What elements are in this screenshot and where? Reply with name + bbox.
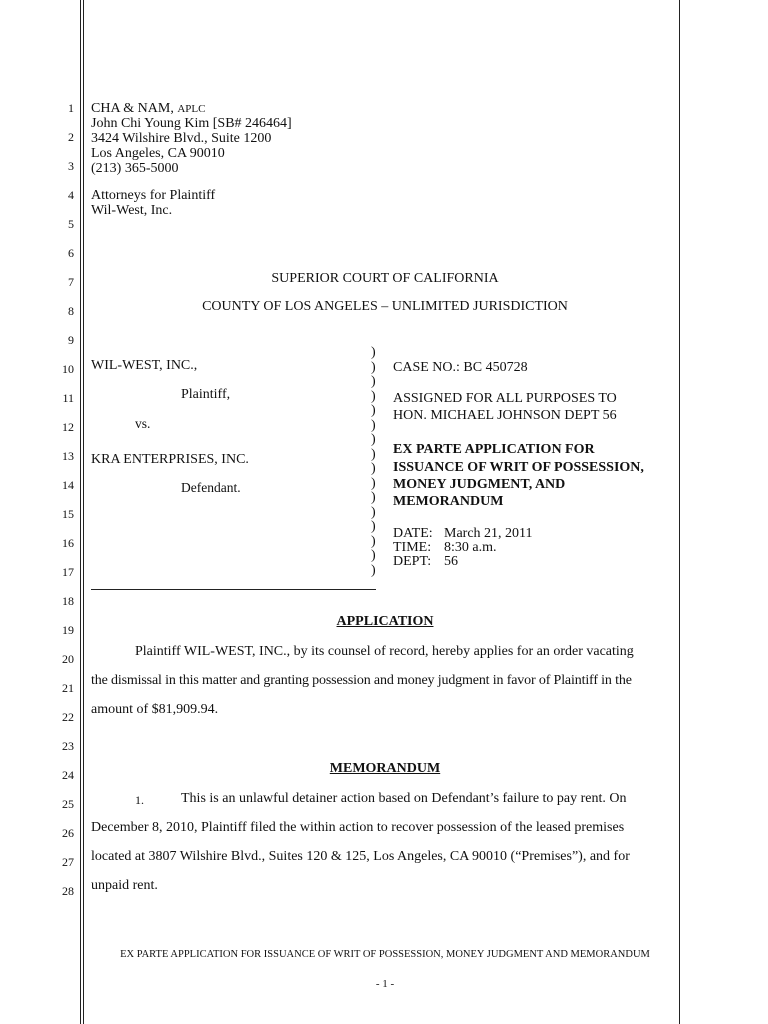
line-number: 23 bbox=[62, 739, 74, 753]
line-number: 14 bbox=[62, 478, 74, 492]
caption-parens: ) ) ) ) ) ) ) ) ) ) ) ) ) ) ) ) bbox=[371, 345, 376, 578]
court-county: COUNTY OF LOS ANGELES – UNLIMITED JURISDICTION bbox=[202, 299, 568, 314]
document-title-line3: MONEY JUDGMENT, AND bbox=[393, 477, 566, 492]
document-title-line1: EX PARTE APPLICATION FOR bbox=[393, 442, 595, 457]
line-number: 19 bbox=[62, 623, 74, 637]
line-number: 27 bbox=[62, 855, 74, 869]
application-heading: APPLICATION bbox=[336, 614, 434, 629]
line-number: 16 bbox=[62, 536, 74, 550]
right-margin-rule bbox=[679, 0, 680, 1024]
line-number: 18 bbox=[62, 594, 74, 608]
plaintiff-name: WIL-WEST, INC., bbox=[91, 358, 198, 373]
memorandum-text-line2: December 8, 2010, Plaintiff filed the within action to recover possession of the leased premises bbox=[91, 820, 625, 835]
line-number: 2 bbox=[68, 130, 74, 144]
line-number: 25 bbox=[62, 797, 74, 811]
firm-name-text: CHA & NAM, bbox=[91, 101, 174, 116]
attorney-client: Wil-West, Inc. bbox=[91, 203, 173, 218]
memorandum-heading: MEMORANDUM bbox=[329, 761, 441, 776]
hearing-dept-label: DEPT: bbox=[393, 554, 432, 569]
hearing-time-value: 8:30 a.m. bbox=[444, 540, 497, 555]
line-number: 20 bbox=[62, 652, 74, 666]
memorandum-text-line3: located at 3807 Wilshire Blvd., Suites 120 & 125, Los Angeles, CA 90010 (“Premises”), and for bbox=[91, 849, 630, 864]
line-number: 17 bbox=[62, 565, 74, 579]
memorandum-text-line4: unpaid rent. bbox=[91, 878, 158, 893]
left-margin-rule-inner bbox=[83, 0, 84, 1024]
attorney-name: John Chi Young Kim [SB# 246464] bbox=[91, 116, 292, 131]
hearing-date-label: DATE: bbox=[393, 526, 433, 541]
defendant-role: Defendant. bbox=[181, 480, 241, 495]
caption-underline bbox=[91, 589, 376, 590]
application-text-line1: Plaintiff WIL-WEST, INC., by its counsel of record, hereby applies for an order vacating bbox=[135, 644, 634, 659]
memorandum-text-line1: This is an unlawful detainer action based on Defendant’s failure to pay rent. On bbox=[181, 791, 627, 806]
line-number: 6 bbox=[68, 246, 74, 260]
page-number: - 1 - bbox=[375, 978, 395, 990]
attorney-phone: (213) 365-5000 bbox=[91, 161, 179, 176]
line-number: 10 bbox=[62, 362, 74, 376]
document-title-line4: MEMORANDUM bbox=[393, 494, 504, 509]
line-number: 12 bbox=[62, 420, 74, 434]
plaintiff-role: Plaintiff, bbox=[181, 387, 231, 402]
case-number: CASE NO.: BC 450728 bbox=[393, 360, 528, 375]
line-number: 21 bbox=[62, 681, 74, 695]
line-number: 22 bbox=[62, 710, 74, 724]
firm-name bbox=[91, 101, 205, 117]
footer-title: EX PARTE APPLICATION FOR ISSUANCE OF WRIT OF POSSESSION, MONEY JUDGMENT AND MEMORANDUM bbox=[120, 949, 650, 960]
line-number: 24 bbox=[62, 768, 74, 782]
line-number: 4 bbox=[68, 188, 74, 202]
paragraph-number: 1. bbox=[135, 793, 144, 807]
line-number: 9 bbox=[68, 333, 74, 347]
line-number: 7 bbox=[68, 275, 74, 289]
line-number: 15 bbox=[62, 507, 74, 521]
application-text-line2: the dismissal in this matter and granting possession and money judgment in favor of Plaintiff in the bbox=[91, 673, 632, 688]
attorney-address-line1: 3424 Wilshire Blvd., Suite 1200 bbox=[91, 131, 272, 146]
firm-suffix: APLC bbox=[177, 103, 206, 115]
line-number: 26 bbox=[62, 826, 74, 840]
line-number: 1 bbox=[68, 101, 74, 115]
assignment-line2: HON. MICHAEL JOHNSON DEPT 56 bbox=[393, 408, 617, 423]
defendant-name: KRA ENTERPRISES, INC. bbox=[91, 452, 249, 467]
versus: vs. bbox=[135, 416, 151, 431]
court-name: SUPERIOR COURT OF CALIFORNIA bbox=[271, 271, 499, 286]
attorney-role: Attorneys for Plaintiff bbox=[91, 188, 216, 203]
line-number: 3 bbox=[68, 159, 74, 173]
assignment-line1: ASSIGNED FOR ALL PURPOSES TO bbox=[393, 391, 617, 406]
line-number: 13 bbox=[62, 449, 74, 463]
line-number: 11 bbox=[62, 391, 74, 405]
hearing-time-label: TIME: bbox=[393, 540, 432, 555]
hearing-date-value: March 21, 2011 bbox=[444, 526, 533, 541]
left-margin-rule-outer bbox=[80, 0, 81, 1024]
attorney-address-line2: Los Angeles, CA 90010 bbox=[91, 146, 225, 161]
line-number: 5 bbox=[68, 217, 74, 231]
application-text-line3: amount of $81,909.94. bbox=[91, 702, 219, 717]
document-title-line2: ISSUANCE OF WRIT OF POSSESSION, bbox=[393, 460, 644, 475]
line-number: 28 bbox=[62, 884, 74, 898]
hearing-dept-value: 56 bbox=[444, 554, 458, 569]
line-number: 8 bbox=[68, 304, 74, 318]
